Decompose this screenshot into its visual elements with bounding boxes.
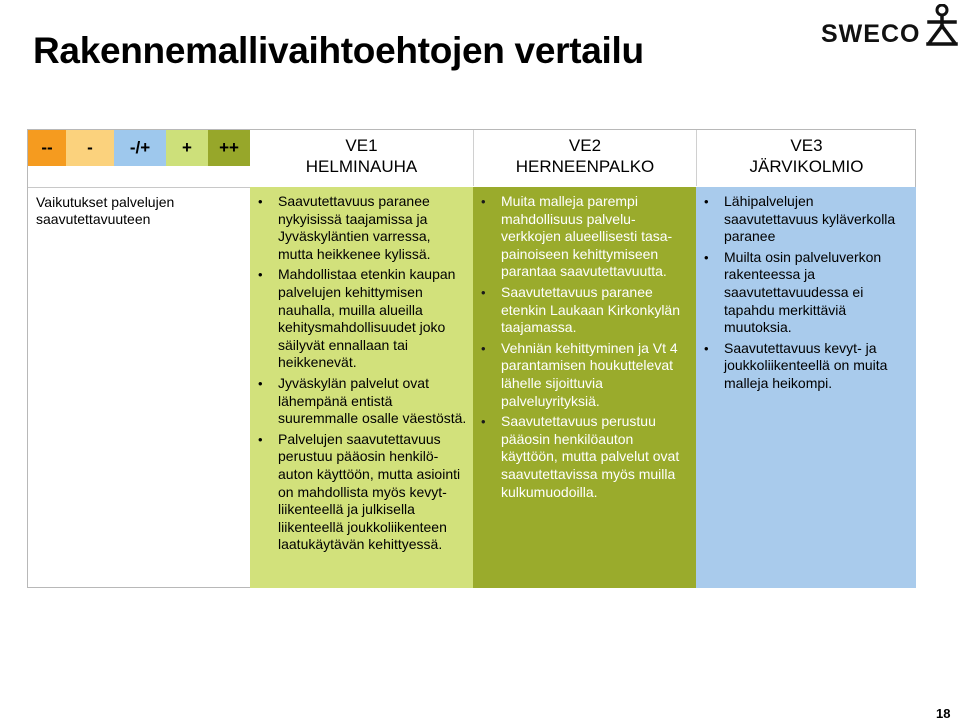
scale-negative: -	[66, 130, 114, 166]
header-ve2-code: VE2	[568, 136, 602, 155]
rating-scale	[28, 130, 250, 166]
ve3-bullet: • Lähipalvelujen saavutettavuus kyläverkolla paranee	[724, 193, 910, 246]
ve1-cell	[250, 187, 473, 588]
header-ve1-code: VE1	[345, 136, 378, 155]
sweco-figure-icon	[926, 4, 958, 48]
ve1-bullet: • Saavutettavuus paranee nykyisissä taajamissa ja Jyväskyläntien varressa, mutta heikkenee kylissä.	[278, 193, 467, 263]
scale-very-negative: --	[28, 130, 66, 166]
ve2-cell	[473, 187, 696, 588]
scale-neutral: -/+	[114, 130, 166, 166]
header-ve1	[250, 130, 473, 186]
header-ve1-name: HELMINAUHA	[305, 157, 418, 176]
header-ve3-code: VE3	[790, 136, 823, 155]
ve2-bullet: • Saavutettavuus perustuu pääosin henkilöauton käyttöön, mutta palvelut ovat saavutettavissa myös muilla kulkumuodoilla.	[501, 413, 690, 501]
header-ve2-name: HERNEENPALKO	[515, 157, 655, 176]
header-ve3-name: JÄRVIKOLMIO	[749, 157, 864, 176]
logo-text: SWECO	[821, 20, 921, 48]
ve3-bullet: • Saavutettavuus kevyt- ja joukkoliikenteellä on muita malleja heikompi.	[724, 340, 910, 393]
slide-title: Rakennemallivaihtoehtojen vertailu	[33, 30, 644, 71]
ve2-bullet: • Saavutettavuus paranee etenkin Laukaan Kirkonkylän taajamassa.	[501, 284, 690, 337]
ve3-bullet: • Muilta osin palveluverkon rakenteessa ja saavutettavuudessa ei tapahdu merkittäviä muutoksia.	[724, 249, 910, 337]
header-ve2	[473, 130, 696, 186]
ve1-bullet: • Mahdollistaa etenkin kaupan palvelujen kehittymisen nauhalla, muilla alueilla kehitysmahdollisuudet joko säilyvät ennallaan tai heikkenevät.	[278, 266, 467, 372]
ve2-bullet: • Vehniän kehittyminen ja Vt 4 parantamisen houkuttelevat lähelle sijoittuvia palveluyrityksiä.	[501, 340, 690, 410]
ve3-cell	[696, 187, 916, 588]
comparison-table	[27, 129, 916, 588]
row-label: Vaikutukset palvelujen saavutettavuuteen	[28, 187, 250, 587]
header-ve3	[696, 130, 916, 186]
ve1-bullet: • Palvelujen saavutettavuus perustuu pääosin henkilö-auton käyttöön, mutta asiointi on mahdollista myös kevyt-liikenteellä ja julkisella liikenteellä joukkoliikenteen laatukäytävän kehittyessä.	[278, 431, 467, 554]
page-number: 18	[936, 706, 951, 721]
sweco-logo	[818, 4, 958, 50]
scale-very-positive: ++	[208, 130, 250, 166]
ve1-bullet: • Jyväskylän palvelut ovat lähempänä entistä suuremmalle osalle väestöstä.	[278, 375, 467, 428]
ve2-bullet: • Muita malleja parempi mahdollisuus palvelu-verkkojen alueellisesti tasa-painoiseen kehittymiseen parantaa saavutettavuutta.	[501, 193, 690, 281]
scale-positive: +	[166, 130, 208, 166]
